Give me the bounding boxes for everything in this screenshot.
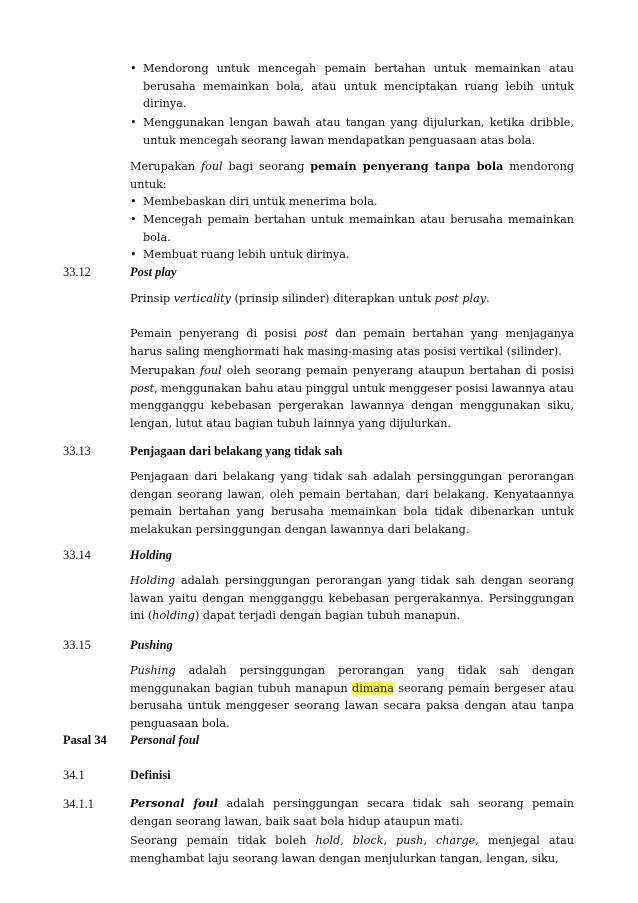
list-item — [130, 211, 574, 247]
section-title: Penjagaan dari belakang yang tidak sah — [130, 444, 343, 458]
illegal-screen-paragraph: Penjagaan dari belakang yang tidak sah adalah persinggungan perorangan dengan seorang lawan, oleh pemain bertahan, dari belakang. Kenyataannya pemain bertahan yang berusaha memainkan bola tidak dibenarkan untuk melakukan persinggungan dengan lawannya dari belakang. — [130, 470, 574, 536]
list-item-text: Membuat ruang lebih untuk dirinya. — [143, 248, 350, 261]
list-item — [130, 60, 574, 114]
list-item-text: Mendorong untuk mencegah pemain bertahan untuk memainkan atau berusaha memainkan bola, atau untuk menciptakan ruang lebih untuk dirinya. — [143, 62, 574, 111]
article-title: Personal foul — [130, 733, 200, 747]
list-item-text: Membebaskan diri untuk menerima bola. — [143, 195, 378, 208]
section-number: 33.15 — [63, 638, 91, 652]
section-title: Post play — [130, 265, 177, 279]
section-number: 34.1 — [63, 768, 85, 782]
bullet-icon: • — [130, 116, 137, 129]
highlighted-word: dimana — [352, 681, 394, 695]
post-play-paragraph-1: Prinsip verticality (prinsip silinder) diterapkan untuk post play. — [130, 292, 490, 305]
section-number: 33.14 — [63, 548, 91, 562]
personal-foul-paragraph-1: Personal foul adalah persinggungan secara tidak sah seorang pemain dengan seorang lawan, baik saat bola hidup ataupun mati. — [130, 796, 574, 828]
foul-intro-paragraph: Merupakan foul bagi seorang pemain penyerang tanpa bola mendorong untuk: — [130, 159, 574, 191]
bullet-icon: • — [130, 248, 137, 261]
section-number: 34.1.1 — [63, 797, 94, 811]
section-number: 33.12 — [63, 265, 91, 279]
post-play-paragraph-2: Pemain penyerang di posisi post dan pemain bertahan yang menjaganya harus saling menghormati hak masing-masing atas posisi vertikal (silinder). — [130, 327, 574, 358]
section-title: Definisi — [130, 768, 171, 782]
section-number: 33.13 — [63, 444, 91, 458]
section-title: Pushing — [130, 638, 173, 652]
bullet-icon: • — [130, 213, 137, 226]
holding-paragraph: Holding adalah persinggungan perorangan yang tidak sah dengan seorang lawan yaitu dengan mengganggu kebebasan pergerakannya. Persinggungan ini (holding) dapat terjadi dengan bagian tubuh manapun. — [130, 574, 575, 623]
list-item-text: Mencegah pemain bertahan untuk memainkan atau berusaha memainkan bola. — [143, 213, 574, 244]
bullet-icon: • — [130, 62, 137, 75]
post-play-paragraph-3: Merupakan foul oleh seorang pemain penyerang ataupun bertahan di posisi post, menggunakan bahu atau pinggul untuk menggeser posisi lawannya atau mengganggu kebebasan pergerakan lawannya dengan menggunakan siku, lengan, lutut atau bagian tubuh lainnya yang dijulurkan. — [130, 364, 574, 430]
list-item — [130, 193, 574, 211]
section-title: Holding — [130, 548, 172, 562]
list-item — [130, 114, 574, 150]
pushing-paragraph: Pushing adalah persinggungan perorangan yang tidak sah dengan menggunakan bagian tubuh manapun dimana seorang pemain bergeser atau berusaha untuk menggeser seorang lawan secara paksa dengan atau tanpa penguasaan bola. — [130, 664, 575, 730]
list-item-text: Menggunakan lengan bawah atau tangan yang dijulurkan, ketika dribble, untuk mencegah seorang lawan mendapatkan penguasaan atas bola. — [143, 116, 574, 147]
list-item — [130, 246, 574, 264]
article-number: Pasal 34 — [63, 733, 107, 747]
bullet-icon: • — [130, 195, 137, 208]
personal-foul-paragraph-2: Seorang pemain tidak boleh hold, block, push, charge, menjegal atau menghambat laju seorang lawan dengan menjulurkan tangan, lengan, siku, — [130, 834, 574, 865]
